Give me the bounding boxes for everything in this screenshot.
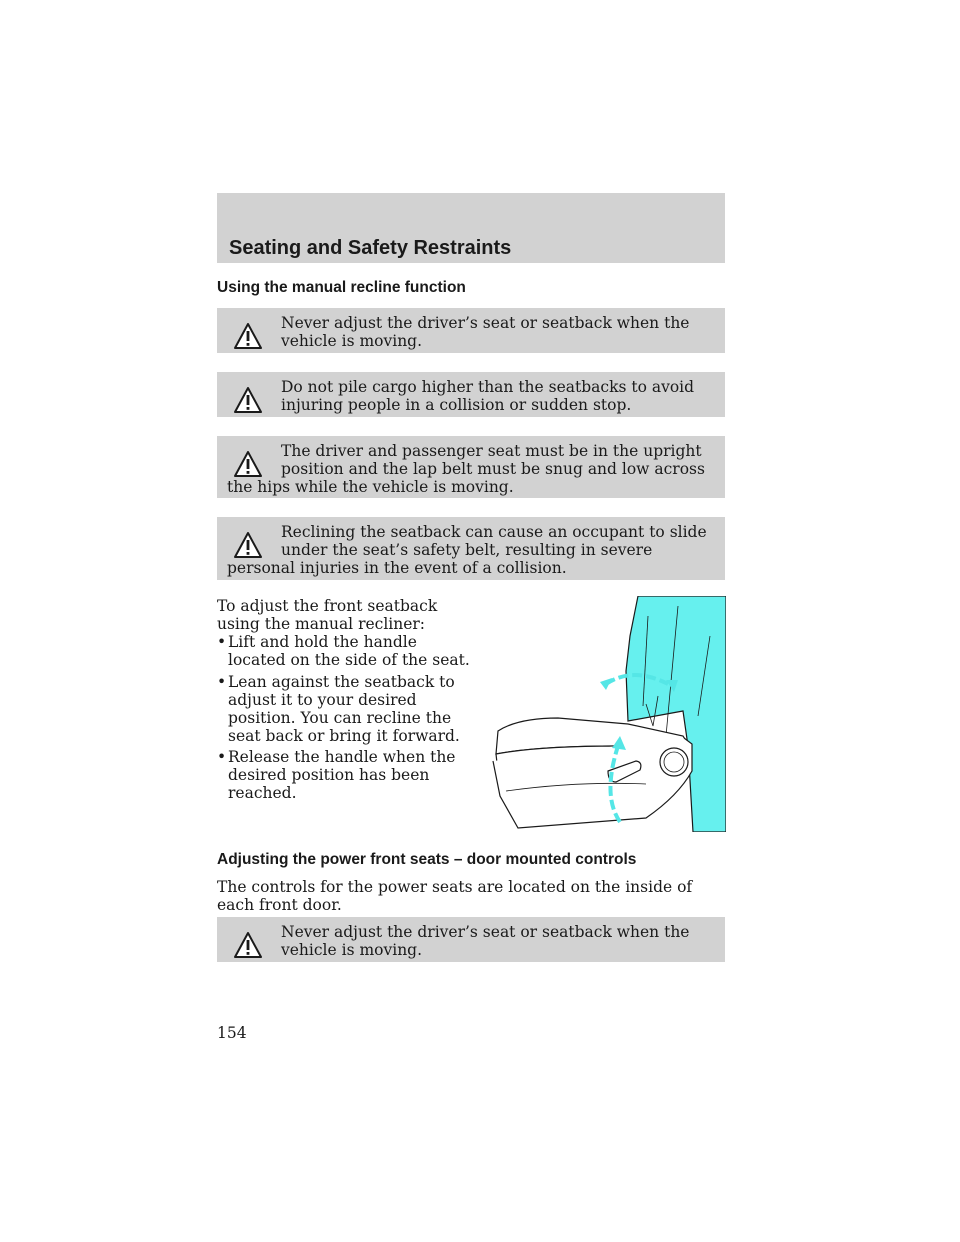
header-band: [217, 193, 725, 263]
recline-arrowhead-left: [600, 678, 612, 690]
section-title: Seating and Safety Restraints: [229, 237, 512, 259]
warning-box: [217, 308, 725, 353]
bullet-symbol: •: [217, 748, 227, 766]
warning-box: [217, 517, 725, 580]
list-item: [217, 748, 473, 802]
list-item-text: Lean against the seatback to adjust it to your desired position. You can recline the seat back or bring it forward.: [228, 673, 460, 745]
warning-text: The driver and passenger seat must be in the upright position and the lap belt must be snug and low across the hips while the vehicle is moving.: [227, 442, 705, 496]
page-number: 154: [217, 1024, 247, 1042]
heading-manual-recline: Using the manual recline function: [217, 279, 466, 296]
warning-text: Never adjust the driver’s seat or seatback when the vehicle is moving.: [281, 923, 690, 959]
warning-triangle-icon: [233, 531, 263, 559]
warning-triangle-icon: [233, 450, 263, 478]
seat-recline-illustration: [478, 596, 726, 832]
seat-drawing: [478, 596, 726, 832]
bullet-symbol: •: [217, 673, 227, 691]
warning-triangle-icon: [233, 386, 263, 414]
warning-triangle-icon: [233, 322, 263, 350]
warning-triangle-icon: [233, 931, 263, 959]
list-item: [217, 673, 473, 745]
warning-text: Do not pile cargo higher than the seatbacks to avoid injuring people in a collision or sudden stop.: [281, 378, 695, 414]
warning-text: Reclining the seatback can cause an occupant to slide under the seat’s safety belt, resulting in severe personal injuries in the event of a collision.: [227, 523, 707, 577]
intro-paragraph: To adjust the front seatback using the manual recliner:: [217, 597, 438, 633]
bullet-symbol: •: [217, 633, 227, 651]
power-seats-paragraph: The controls for the power seats are located on the inside of each front door.: [217, 878, 693, 914]
warning-box: [217, 372, 725, 417]
warning-box: [217, 436, 725, 498]
list-item-text: Lift and hold the handle located on the side of the seat.: [228, 633, 470, 669]
warning-box: [217, 917, 725, 962]
warning-text: Never adjust the driver’s seat or seatback when the vehicle is moving.: [281, 314, 690, 350]
list-item-text: Release the handle when the desired position has been reached.: [228, 748, 456, 802]
heading-power-seats: Adjusting the power front seats – door mounted controls: [217, 851, 637, 868]
list-item: [217, 633, 473, 669]
